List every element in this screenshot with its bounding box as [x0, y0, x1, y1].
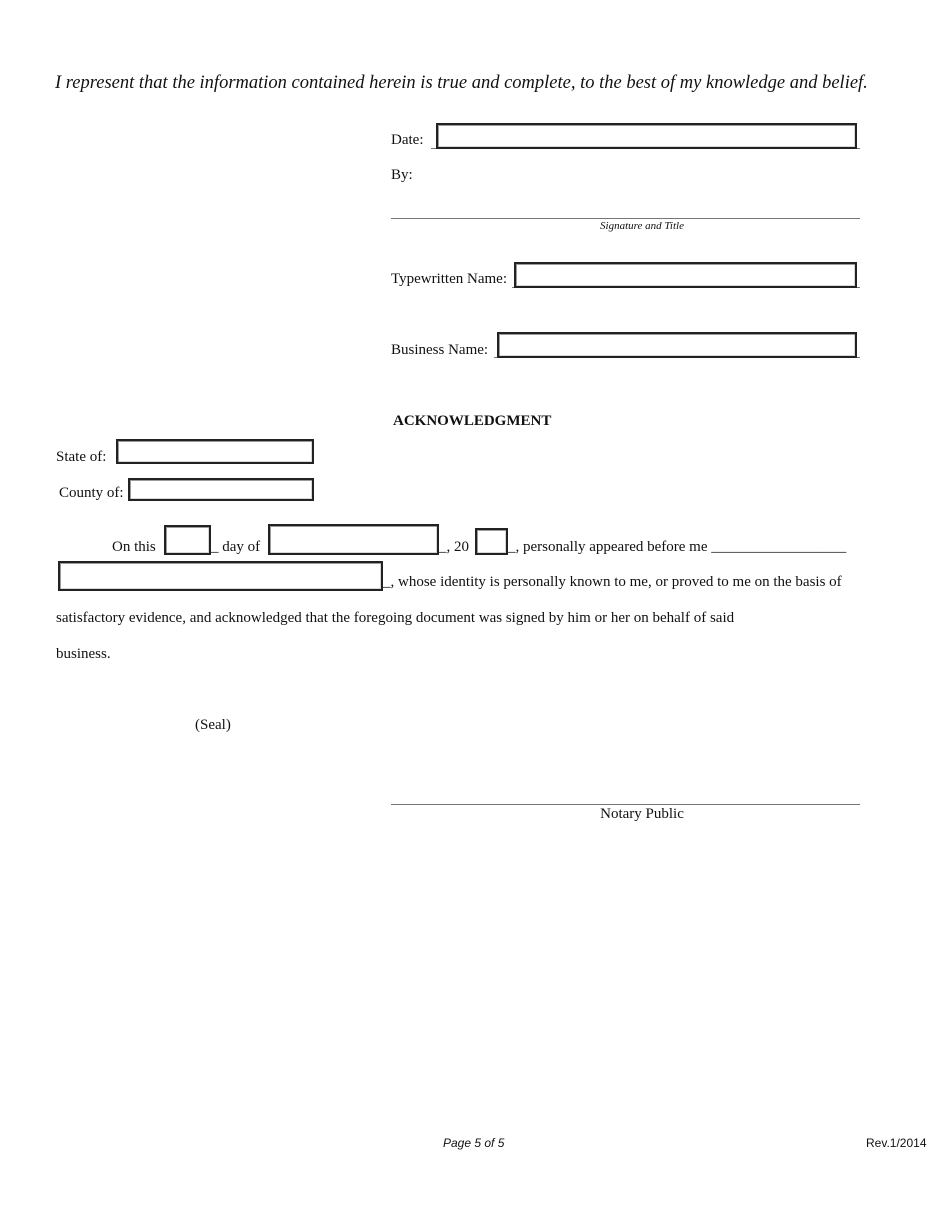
date-label: Date:: [391, 132, 424, 148]
day-field[interactable]: [164, 525, 211, 555]
page-number: Page 5 of 5: [443, 1136, 505, 1150]
county-field[interactable]: [128, 478, 314, 501]
state-field[interactable]: [116, 439, 314, 464]
year-prefix-text: _, 20: [439, 539, 469, 555]
typewritten-name-field[interactable]: [514, 262, 857, 288]
identity-text: _, whose identity is personally known to me, or proved to me on the basis of: [383, 574, 842, 590]
day-of-text: _ day of: [211, 539, 261, 555]
appeared-text: _, personally appeared before me __________________: [508, 539, 847, 555]
business-name-field[interactable]: [497, 332, 857, 358]
acknowledgment-line-4: business.: [56, 646, 111, 662]
county-label: County of:: [59, 485, 124, 501]
year-field[interactable]: [475, 528, 508, 555]
person-name-field[interactable]: [58, 561, 383, 591]
notary-caption: Notary Public: [600, 806, 684, 822]
signature-caption: Signature and Title: [600, 220, 684, 232]
notary-signature-line: [391, 804, 860, 805]
date-field[interactable]: [436, 123, 857, 149]
certification-statement: I represent that the information contained herein is true and complete, to the best of my knowledge and belief.: [55, 73, 868, 93]
signature-line: [391, 218, 860, 219]
month-field[interactable]: [268, 524, 439, 555]
state-label: State of:: [56, 449, 107, 465]
business-name-label: Business Name:: [391, 342, 489, 358]
by-label: By:: [391, 167, 413, 183]
acknowledgment-line-3: satisfactory evidence, and acknowledged that the foregoing document was signed by him or her on behalf of said: [56, 610, 735, 626]
acknowledgment-heading: ACKNOWLEDGMENT: [393, 413, 552, 429]
revision-label: Rev.1/2014: [866, 1136, 927, 1150]
typewritten-name-label: Typewritten Name:: [391, 271, 507, 287]
seal-label: (Seal): [195, 717, 231, 733]
on-this-text: On this: [112, 539, 156, 555]
